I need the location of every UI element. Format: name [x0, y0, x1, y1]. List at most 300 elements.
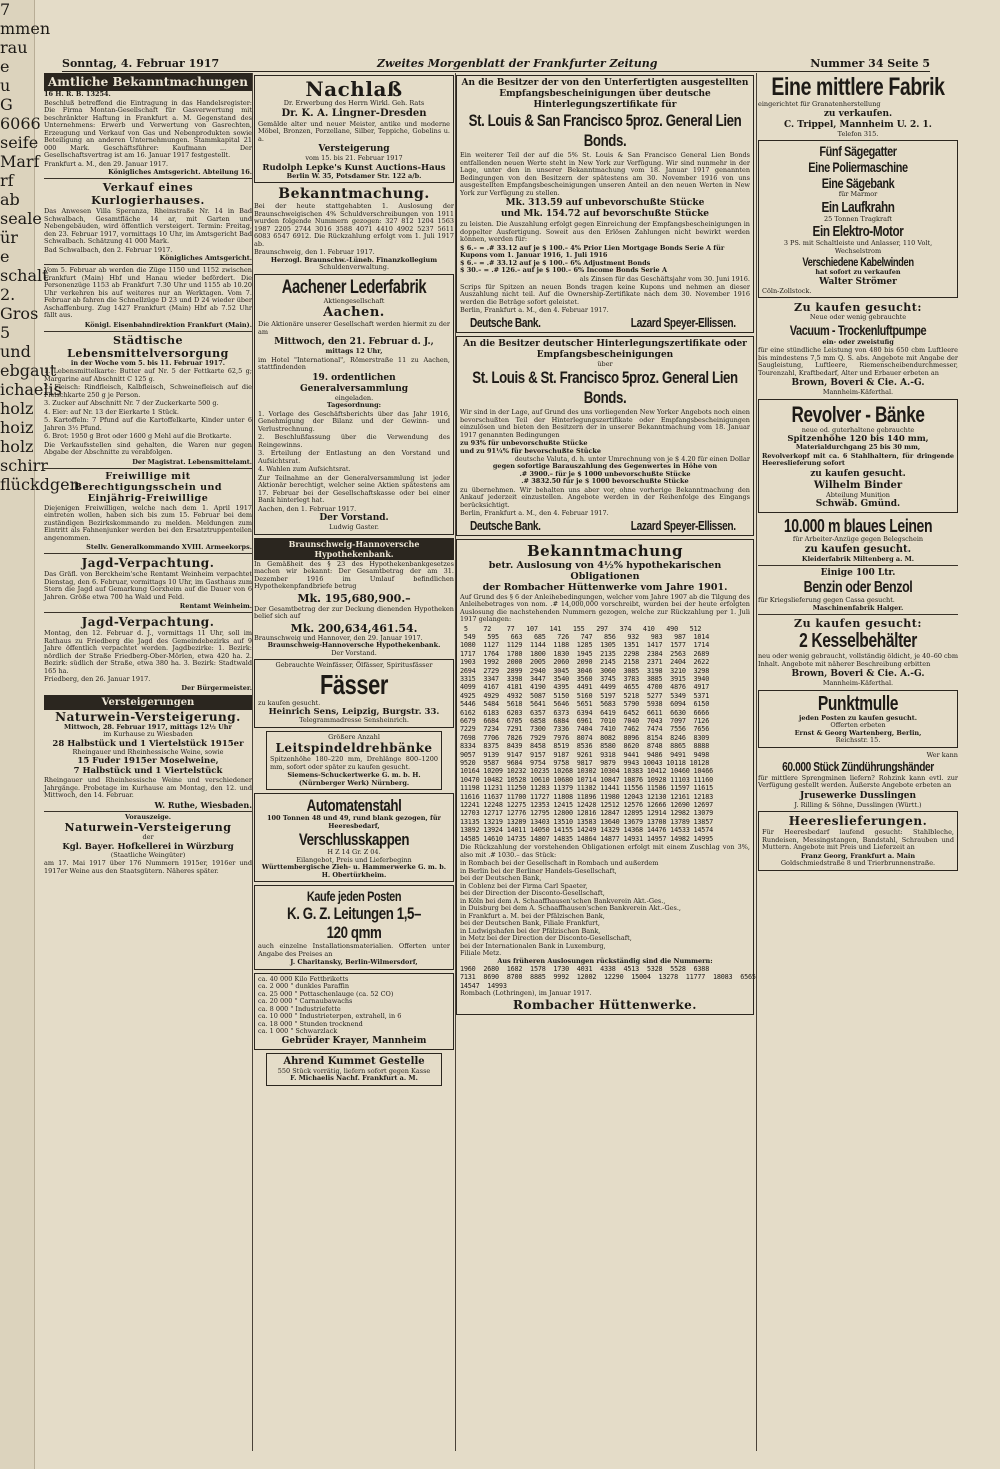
food-supply-sign: Der Magistrat. Lebensmittelamt.	[132, 457, 252, 466]
ad-bond-line: $ 6.– = .# 33.12 auf je $ 100.– 6% Adjustment Bonds	[460, 258, 651, 267]
ad-meeting: 19. ordentlichen Generalversammlung	[299, 372, 409, 394]
edge-fragment: rf ab	[0, 171, 20, 209]
number-row: 7229 7234 7291 7300 7336 7404 7410 7462 7474 7556 7656	[460, 725, 710, 734]
ad-subtitle: Aktiengesellschaft	[323, 296, 385, 305]
edge-fragment: Marf	[0, 152, 40, 171]
ad-text: Für Heeresbedarf laufend gesucht: Stahlbleche, Rundeisen, Messingstangen, Bandstahl, Schrauben und Muttern. Angebote mit Preis und Lieferzeit an	[762, 828, 954, 851]
payer-line: in Rombach bei der Gesellschaft in Rombach und außerdem	[460, 859, 659, 868]
ad-text: Größere Anzahl	[328, 732, 380, 741]
column-4	[758, 73, 958, 1453]
ad-text: 25 Tonnen Tragkraft	[824, 214, 892, 223]
ad-text: Die Rückzahlung der vorstehenden Obligationen erfolgt mit einem Zuschlag von 3%, also mit .# 1030.– das Stück:	[460, 843, 750, 859]
ad-place: Aachen, den 1. Februar 1917.	[258, 504, 357, 513]
ad-offer-line: ca. 25 000 " Pottaschenlauge (ca. 52 CO)	[258, 989, 394, 998]
notice-org: Herzogl. Braunschw.-Lüneb. Finanzkollegium	[270, 255, 438, 264]
hunting-lease-place-2: Friedberg, den 26. Januar 1917.	[44, 675, 151, 683]
edge-fragment: ür	[0, 228, 18, 247]
ad-text: Offerten erbeten	[830, 721, 886, 729]
hunting-lease-text-1: Das Gräfl. von Berckheim'sche Rentamt Weinheim verpachtet Dienstag, den 6. Februar, vormittags 10 Uhr, im Gasthaus zum Stern die Jagd auf Gemarkung Gorxheim auf die Dauer von 6 Jahren. Größe etwa 700 ha Wald und Feld.	[44, 570, 252, 601]
ad-banks	[460, 315, 750, 330]
number-row: 9057 9139 9147 9157 9187 9261 9318 9441 9486 9491 9498	[460, 750, 710, 759]
ad-code: H Z 14 Gr. Z 04.	[327, 848, 381, 856]
ad-subtitle: betr. Auslosung von 4½% hypothekarischen Obligationen	[488, 559, 722, 582]
ad-text: für eine stündliche Leistung von 480 bis 650 cbm Luftleere bis mindestens 7,5 mm Q. S. abs. Angebote mit Angabe der Saugleistung, Luftleere, Riemenscheibendurchmesser, Tourenzahl, Kraftbedarf, Alter und Erbauer erbeten an	[758, 346, 958, 377]
drawn-numbers-table	[460, 625, 750, 844]
ad-address: Berlin W. 35, Potsdamer Str. 122 a/b.	[286, 171, 422, 180]
ad-aachener-lederfabrik	[254, 274, 454, 535]
ad-title: Zu kaufen gesucht:	[794, 301, 922, 314]
railway-notice-sign: Königl. Eisenbahndirektion Frankfurt (Main).	[84, 320, 252, 329]
ad-firm: Rombacher Hüttenwerke.	[513, 997, 697, 1012]
payer-line: bei der Direction der Disconto-Gesellschaft,	[460, 889, 605, 898]
payer-line: bei der Deutschen Bank,	[460, 874, 542, 883]
ad-title: Leitspindeldrehbänke	[275, 741, 433, 755]
ad-offer-line: ca. 40 000 Kilo Fettbriketts	[258, 974, 349, 983]
hunting-lease-title-2: Jagd-Verpachtung.	[81, 615, 215, 629]
ad-text: für Marmor	[838, 190, 878, 198]
ad-offer-line: ca. 18 000 " Stunden trocknend	[258, 1019, 363, 1028]
number-row: 2694 2729 2899 2940 3045 3046 3060 3085 3198 3210 3298	[460, 666, 710, 675]
list-item: 2. Fleisch: Rindfleisch, Kalbfleisch, Schweinefleisch auf die Fleischkarte 250 g je Person.	[44, 383, 252, 399]
payer-line: in Ludwigshafen bei der Pfälzischen Bank,	[460, 926, 601, 935]
edge-fragment: rau	[0, 38, 28, 57]
hunting-lease-text-2: Montag, den 12. Februar d. J., vormittags 11 Uhr, soll im Rathaus zu Friedberg die Jagd des Gemeindebezirks auf 9 Jahre öffentlich verpachtet werden. Jagdbezirke: 1. Bezirk: nördlich der Straße Friedberg-Ober-Mörlen, etwa 420 ha. 2. Bezirk: südlich der Straße, etwa 380 ha. 3. Bezirk: Stadtwald 165 ha.	[44, 629, 252, 675]
ad-firm: C. Trippel, Mannheim U. 2. 1.	[784, 119, 932, 130]
section-banner-auctions: Versteigerungen	[44, 695, 252, 710]
ad-text: zu leisten. Die Auszahlung erfolgt gegen Einreichung der Empfangsbescheinigungen in doppelter Ausfertigung. Soweit aus den Erlösen Zahlungen nicht bewirkt werden können, werden für:	[460, 220, 750, 243]
ad-nachlass-lingner	[254, 75, 454, 183]
wine-auction-org-2: Kgl. Bayer. Hofkellerei in Würzburg	[62, 841, 234, 852]
number-row: 14585 14610 14735 14807 14835 14864 14877 14931 14957 14982 14995	[460, 834, 713, 843]
ad-text: hat sofort zu verkaufen	[815, 268, 901, 276]
ad-text: Zur Teilnahme an der Generalversammlung ist jeder Aktionär berechtigt, welcher seine Aktien spätestens am 17. Februar bei der Gesellschaftskasse oder bei einer Bank hinterlegt hat.	[258, 473, 450, 504]
number-row: 6162 6183 6203 6357 6373 6394 6419 6452 6611 6630 6666	[460, 708, 710, 717]
edge-fragment: G 6066	[0, 95, 41, 133]
ad-dept: Abteilung Munition	[826, 490, 890, 499]
column-divider	[756, 73, 757, 1451]
ad-text: Gebrauchte Weinfässer, Ölfässer, Spiritusfässer	[275, 661, 433, 669]
ad-bank: Deutsche Bank.	[469, 314, 541, 330]
wine-auction-text-2: am 17. Mai 1917 über 176 Nummern 1915er, 1916er und 1917er Weine aus den Staatsgütern. Näheres später.	[44, 859, 252, 875]
wine-auction-lot: 7 Halbstück und 1 Viertelstück	[73, 766, 223, 776]
ad-time: mittags 12 Uhr,	[325, 347, 383, 355]
ad-title-zuend: 60.000 Stück Zündührungshänder	[782, 758, 934, 774]
ad-text: Auf Grund des § 6 der Anleihebedingungen, welcher vom Jahre 1907 ab die Tilgung des Anleihebetrages von nom. .# 14,000,000 vorschreibt, wurden bei der heute erfolgten Auslosung die nachstehenden Nummern gezogen, welche zur Rückzahlung per 1. Juli 1917 gelangen:	[460, 592, 750, 623]
ad-leitspindel	[266, 731, 442, 791]
column-divider	[252, 73, 253, 1451]
ad-stlouis-2	[456, 336, 754, 536]
ad-offer-line: ca. 10 000 " Industrieterpen, extrahell, in 6	[258, 1012, 402, 1020]
ad-title-leinen: 10.000 m blaues Leinen	[783, 516, 933, 536]
ad-title: Revolver - Bänke	[791, 401, 925, 427]
list-item: 1. Lebensmittelkarte: Butter auf Nr. 5 der Fettkarte 62,5 g; Margarine auf Abschnitt C 125 g.	[44, 367, 252, 383]
notice-place-kurlogierhaus: Bad Schwalbach, den 2. Februar 1917.	[44, 245, 173, 254]
ad-text: zu kaufen gesucht.	[804, 543, 912, 555]
number-row: 9520 9587 9684 9754 9758 9817 9879 9943 10043 10118 10128	[460, 759, 710, 767]
number-row: 7698 7706 7826 7929 7976 8074 8082 8096 8154 8246 8309	[460, 733, 710, 742]
ad-subtitle: der Rombacher Hüttenwerke vom Jahre 1901.	[482, 581, 728, 593]
ad-agenda-title: Tagesordnung:	[326, 401, 382, 409]
ad-text: zu kaufen gesucht.	[258, 698, 321, 707]
number-row: 4099 4167 4181 4190 4395 4491 4499 4655 4700 4876 4917	[460, 683, 710, 692]
ad-text: Die Aktionäre unserer Gesellschaft werden hiermit zu der am	[258, 320, 450, 336]
ad-firm: Brown, Boveri & Cie. A.-G.	[791, 378, 925, 388]
ad-text: für Arbeiter-Anzüge gegen Belegschein	[792, 535, 924, 543]
payer-line: bei der Internationalen Bank in Luxemburg,	[460, 941, 606, 950]
ad-heading: An die Besitzer deutscher Hinterlegungszertifikate oder Empfangsbescheinigungen	[463, 338, 747, 360]
ad-text: gegen sofortige Barauszahlung des Gegenwertes in Höhe von	[492, 462, 718, 470]
ad-title: Aachener Lederfabrik	[281, 276, 427, 298]
edge-fragment: 2. Gros	[0, 285, 39, 323]
edge-fragment: schirr	[0, 456, 48, 475]
ad-text: zu verkaufen.	[823, 108, 893, 119]
number-row: 1080 1127 1129 1144 1188 1285 1305 1351 1417 1577 1714	[460, 641, 710, 650]
ad-title-vacuum: Vacuum - Trockenluftpumpe	[789, 321, 927, 338]
notice-banner-bhb: Braunschweig-Hannoversche Hypothekenbank.	[254, 538, 454, 560]
wine-auction-of-2: der	[142, 833, 154, 841]
number-row: 6679 6684 6705 6858 6884 6961 7010 7040 7043 7097 7126	[460, 716, 710, 725]
ad-kaufe-posten	[254, 885, 454, 970]
ad-amount: und Mk. 154.72 auf bevorschußte Stücke	[500, 209, 710, 219]
ad-text: Dr. Erwerbung des Herrn Wirkl. Geh. Rats	[283, 99, 425, 107]
ad-text: Wir sind in der Lage, auf Grund des uns vorliegenden New Yorker Angebots noch einen bevorschußten Teil der Hinterlegungszertifikate oder Empfangsbescheinigungen einzulösen und bieten den Besitzern der in unserer Bekanntmachung vom 18. Januar 1917 genannten Bedingungen	[460, 408, 750, 439]
wine-auction-title-2: Naturwein-Versteigerung	[64, 821, 232, 834]
number-row: 1903 1992 2000 2005 2060 2090 2145 2158 2371 2404 2622	[460, 658, 710, 667]
ad-spec: Revolverkopf mit ca. 6 Stahlhaltern, für dringende Heereslieferung sofort	[762, 451, 954, 467]
ad-firm: Maschinenfabrik Halger.	[812, 603, 904, 612]
number-row: 8334 8375 8439 8458 8519 8536 8580 8620 8748 8865 8888	[460, 742, 710, 751]
list-item: 2. Beschlußfassung über die Verwendung des Reingewinns.	[258, 433, 450, 449]
wine-auction-place-1: im Kurhause zu Wiesbaden	[103, 730, 193, 738]
ad-title: St. Louis & San Francisco 5proz. General Lien Bonds.	[468, 111, 742, 150]
notice-board: Der Vorstand.	[331, 648, 377, 657]
ad-punktmulle	[758, 690, 958, 748]
ad-text: 3 PS. mit Schaltleiste und Anlasser, 110 Volt, Wechselstrom	[783, 239, 933, 255]
ad-offer-line: ca. 1 000 " Schwarzlack	[258, 1027, 338, 1035]
ad-signature: Ludwig Gaster.	[329, 523, 379, 531]
number-row: 4925 4929 4932 5087 5150 5160 5197 5218 5277 5349 5371	[460, 691, 710, 700]
payer-line: in Berlin bei der Berliner Handels-Gesellschaft,	[460, 866, 617, 875]
edge-fragment: schalt	[0, 266, 49, 285]
ad-heading: An die Besitzer der von den Unterfertigten ausgestellten Empfangsbescheinigungen über deutsche Hinterlegungszertifikate für	[461, 78, 749, 110]
ad-firm: Walter Strömer	[819, 276, 897, 287]
list-item: 4. Eier: auf Nr. 13 der Eierkarte 1 Stück.	[44, 407, 179, 416]
ad-place: Rombach (Lothringen), im Januar 1917.	[460, 989, 592, 998]
edge-fragment: 5 und	[0, 323, 31, 361]
list-item: 1. Vorlage des Geschäftsberichts über das Jahr 1916, Genehmigung der Bilanz und der Gewinn- und Verlustrechnung.	[258, 409, 450, 433]
ad-offer-line: ca. 2 000 " dunkles Paraffin	[258, 982, 349, 990]
edge-fragment: seife	[0, 133, 39, 152]
number-row: 1960 2680 1682 1578 1730 4031 4338 4513 5328 5528 6388	[460, 965, 710, 974]
volunteers-sign: Stellv. Generalkommando XVIII. Armeekorps.	[86, 543, 252, 551]
payer-list	[460, 860, 750, 958]
notice-dept: Schuldenverwaltung.	[318, 263, 390, 271]
ad-dates: vom 15. bis 21. Februar 1917	[305, 154, 403, 162]
edge-fragment: 7	[0, 0, 11, 19]
ad-spec: Materialdurchgang 25 bis 30 mm,	[795, 443, 921, 451]
ad-location: im Hotel "International", Römerstraße 11 zu Aachen, stattfindenden	[258, 355, 450, 371]
ad-firm: Rudolph Lepke's Kunst Auctions-Haus	[262, 162, 446, 173]
ad-bank: Lazard Speyer-Ellissen.	[630, 314, 736, 330]
ad-kummet	[266, 1053, 442, 1086]
number-row: 13135 13219 13289 13403 13510 13583 13640 13679 13708 13789 13857	[460, 817, 713, 826]
ad-spec: Spitzenhöhe 120 bis 140 mm,	[787, 434, 929, 444]
ad-bond-line: $ 30.– = .# 126.– auf je $ 100.– 6% Income Bonds Serie A	[460, 266, 667, 274]
ad-title-fabrik: Eine mittlere Fabrik	[771, 73, 945, 101]
notice-title-kurlogierhaus: Verkauf eines Kurlogierhauses.	[91, 181, 205, 207]
payer-line: in Frankfurt a. M. bei der Pfälzischen Bank,	[460, 911, 605, 920]
ad-bank: Lazard Speyer-Ellissen.	[630, 517, 736, 533]
edge-fragment: holz	[0, 437, 34, 456]
notice-amount: Mk. 200,634,461.54.	[290, 621, 418, 635]
ad-text: Gemälde alter und neuer Meister, antike und moderne Möbel, Bronzen, Porzellane, Silber, Teppiche, Gobelins u. a.	[258, 119, 450, 143]
notice-title-bekanntmachung: Bekanntmachung.	[278, 186, 430, 202]
ad-firm: Kleiderfabrik Miltenberg a. M.	[801, 554, 915, 563]
list-item: 3. Zucker auf Abschnitt Nr. 7 der Zuckerkarte 500 g.	[44, 399, 219, 407]
list-item: 5. Kartoffeln: 7 Pfund auf die Kartoffelkarte, Kinder unter 6 Jahren 3½ Pfund.	[44, 416, 252, 432]
ad-text: neue od. guterhaltene gebrauchte	[801, 425, 915, 434]
ad-title: St. Louis & St. Francisco 5proz. General Lien Bonds.	[472, 368, 738, 407]
ad-text: 100 Tonnen 48 und 49, rund blank gezogen, für Heeresbedarf,	[267, 814, 441, 830]
ad-firm: Württembergische Zieh- u. Hammerwerke G. m. b. H. Obertürkheim.	[261, 863, 447, 879]
ad-text: neu oder wenig gebraucht, vollständig öldicht, je 40–60 cbm Inhalt. Angebote mit näherer Beschreibung erbitten	[758, 652, 958, 668]
number-row: 5446 5484 5618 5641 5646 5651 5683 5790 5938 6094 6150	[460, 700, 710, 709]
edge-fragment: e	[0, 57, 10, 76]
ad-text: Einige 100 Ltr.	[820, 568, 896, 578]
food-supply-note: Die Verkaufsstellen sind gehalten, die Waren nur gegen Abgabe der Abschnitte zu verabfolgen.	[44, 440, 252, 456]
hunting-lease-sign-1: Rentamt Weinheim.	[179, 602, 252, 610]
ad-firm: J. Charitansky, Berlin-Wilmersdorf,	[290, 958, 418, 966]
ad-text: Ein weiterer Teil der auf die 5% St. Louis & San Francisco General Lien Bonds entfallenden neuen Werte steht in New York zur Verfügung. Wir sind nunmehr in der Lage, unter den in unserer Bekanntmachung vom 18. Januar 1917 genannten Bedingungen von den Besitzern der spätestens am 30. November 1916 von uns ausgestellten Empfangsbescheinigungen unseren Anteil an den neuen Werten in New York zur Verfügung zu stellen.	[460, 151, 750, 197]
register-notice-text: Beschluß betreffend die Eintragung in das Handelsregister: Die Firma Montan-Gesellschaft für Gasverwertung mit beschränkter Haftung in Frankfurt a. M. Gegenstand des Unternehmens: Erwerb und Verwertung von Gasrechten, Erzeugung und Verkauf von Gas und Nebenprodukten sowie Beteiligung an anderen Unternehmungen. Stammkapital 21 000 Mark. Geschäftsführer: Kaufmann ... Der Gesellschaftsvertrag ist am 16. Januar 1917 festgestellt.	[44, 98, 252, 159]
ad-title: Nachlaß	[305, 77, 403, 101]
ad-text: über	[597, 359, 613, 368]
wine-auction-sub-2: (Staatliche Weingüter)	[110, 850, 186, 859]
ad-text: eingerichtet für Granatenherstellung	[758, 100, 881, 108]
ad-bond-line: $ 6.– = .# 33.12 auf je $ 100.– 4% Prior Lien Mortgage Bonds Serie A für Kupons vom 1. Januar 1916, 1. Juli 1916	[460, 243, 725, 259]
ad-place: Berlin, Frankfurt a. M., den 4. Februar 1917.	[460, 306, 609, 314]
ad-date: Mittwoch, den 21. Februar d. J.,	[274, 337, 434, 347]
ad-firm: Siemens-Schuckertwerke G. m. b. H. (Nürnberger Werk) Nürnberg.	[287, 771, 421, 787]
ad-text: Neue oder wenig gebrauchte	[809, 313, 907, 321]
ad-side-note: deutsche Valuta, d. h. unter Umrechnung von je $ 4.20 für einen Dollar	[514, 455, 750, 463]
ad-address: Goldschmiedstraße 8 und Trierbrunnenstraße.	[780, 859, 936, 867]
notice-amount: Mk. 195,680,900.–	[297, 591, 411, 605]
notice-text-kurlogierhaus: Das Anwesen Villa Speranza, Rheinstraße Nr. 14 in Bad Schwalbach, Gesamtfläche 14 ar, mit Garten und Nebengebäuden, wird öffentlich versteigert. Termin: Freitag, den 23. Februar 1917, vormittags 10 Uhr, im Amtsgericht Bad Schwalbach. Schätzung 41 000 Mark.	[44, 207, 252, 245]
payer-line: in Köln bei dem A. Schaaffhausen'schen Bankverein Akt.-Ges.,	[460, 896, 666, 905]
wine-auction-title-1: Naturwein-Versteigerung.	[55, 709, 241, 724]
number-row: 12703 12717 12776 12795 12800 12816 12847 12895 12914 12982 13079	[460, 809, 713, 818]
ad-text: Scrips für Spitzen an neuen Bonds tragen keine Kupons und nehmen an dieser Auszahlung nicht teil. Auf die Ownership-Zertifikate nach dem 30. November 1916 werden die Beträge sofort geleistet.	[460, 282, 750, 306]
ad-title: Fässer	[319, 668, 389, 700]
column-2	[254, 73, 454, 1453]
ad-item: Verschiedene Kabelwinden	[802, 255, 914, 269]
ad-address: Mannheim-Käferthal.	[822, 679, 894, 687]
wine-auction-lot: Rheingauer und Rheinhessische Weine, sowie	[72, 747, 224, 756]
railway-notice-text: Vom 5. Februar ab werden die Züge 1150 und 1152 zwischen Frankfurt (Main) Hbf und Hanau wieder befördert. Die Personenzüge 1153 ab Frankfurt 7.30 Uhr und 1155 ab 10.20 Uhr verkehren bis auf weiteres nur an Werktagen. Vom 7. Februar ab fahren die Schnellzüge D 23 und D 24 wieder über Aschaffenburg. Zug 1427 Frankfurt (Main) Hbf ab 7.52 Uhr fällt aus.	[44, 266, 252, 319]
column-3	[456, 73, 754, 1453]
ad-amount: zu 93% für unbevorschußte Stücke	[460, 439, 588, 447]
ad-text: für Kriegslieferung gegen Cassa gesucht.	[758, 596, 895, 604]
number-row: 11198 11231 11250 11283 11379 11382 11441 11556 11586 11597 11615	[460, 784, 713, 793]
ad-address: Mannheim-Käferthal.	[822, 388, 894, 396]
notice-place: Braunschweig und Hannover, den 29. Januar 1917.	[254, 633, 423, 642]
payer-line: bei der Deutschen Bank, Filiale Frankfurt,	[460, 919, 600, 928]
ad-bank: Deutsche Bank.	[469, 517, 541, 533]
ad-address: Reichsstr. 15.	[835, 736, 881, 744]
ad-firm: F. Michaelis Nachf. Frankfurt a. M.	[290, 1074, 418, 1082]
ad-city: Aachen.	[323, 305, 385, 320]
section-banner-official-notices: Amtliche Bekanntmachungen	[44, 73, 252, 91]
ad-offer-line: ca. 8 000 " Industriefette	[258, 1004, 341, 1013]
ad-price: .# 3900.– für je $ 1000 unbevorschußte Stücke	[519, 469, 691, 478]
ad-subtitle: ein- oder zweistufig	[822, 337, 894, 346]
notice-place: Braunschweig, den 1. Februar 1917.	[254, 248, 375, 256]
ad-text: Wer kann	[926, 750, 958, 759]
ad-text: zu kaufen gesucht.	[810, 468, 906, 479]
wine-auction-lot: 28 Halbstück und 1 Viertelstück 1915er	[52, 738, 244, 749]
ad-amount: Mk. 313.59 auf unbevorschußte Stücke	[505, 198, 705, 208]
ad-banks	[460, 518, 750, 533]
column-1	[44, 73, 252, 1453]
register-number: 16 H. R. B. 13254.	[44, 90, 111, 98]
food-supply-list	[44, 368, 252, 441]
food-supply-title: Städtische Lebensmittelversorgung	[67, 333, 229, 360]
ad-text: auch einzelne Installationsmaterialien. Offerten unter Angabe des Preises an	[258, 942, 450, 958]
ad-price: .# 3832.50 für je $ 1000 bevorschußte Stücke	[521, 477, 689, 485]
ad-place: Berlin, Frankfurt a. M., den 4. Februar 1917.	[460, 509, 609, 517]
payer-line: in Coblenz bei der Firma Carl Spaeter,	[460, 881, 588, 890]
number-row: 3315 3347 3398 3447 3540 3560 3745 3783 3885 3915 3940	[460, 674, 710, 683]
ad-title: Ahrend Kummet Gestelle	[283, 1055, 425, 1067]
wine-auction-date-1: Mittwoch, 28. Februar 1917, mittags 12½ Uhr	[64, 722, 232, 731]
ad-text: jeden Posten zu kaufen gesucht.	[798, 713, 918, 722]
notice-court-kurlogierhaus: Königliches Amtsgericht.	[159, 254, 252, 262]
outstanding-numbers	[460, 965, 756, 990]
ad-item: Ein Laufkrahn	[821, 198, 895, 216]
volunteers-title: Freiwillige mit Berechtigungsschein und Einjährig-Freiwillige	[73, 470, 223, 504]
ad-title: Verschlusskappen	[298, 830, 410, 849]
number-row: 10164 10209 10232 10235 10268 10302 10304 10383 10412 10460 10466	[460, 767, 713, 776]
list-item: 3. Erteilung der Entlastung an den Vorstand und Aufsichtsrat.	[258, 449, 450, 465]
ad-subtitle: Versteigerung	[318, 144, 390, 154]
number-row: 14547 14993	[460, 981, 507, 990]
edge-fragment: holz	[0, 399, 34, 418]
ad-firm: Heinrich Sens, Leipzig, Burgstr. 33.	[268, 707, 440, 717]
list-item: 6. Brot: 1950 g Brot oder 1600 g Mehl auf die Brotkarte.	[44, 432, 232, 440]
ad-saegegatter	[758, 140, 958, 298]
ad-firm: Gebrüder Krayer, Mannheim	[281, 1035, 427, 1046]
ad-title: K. G. Z. Leitungen 1,5–120 qmm	[287, 904, 421, 942]
ad-board: Der Vorstand.	[319, 513, 389, 523]
ad-telegram: Telegrammadresse Sensheinrich.	[299, 716, 409, 724]
ad-offer-line: ca. 20 000 " Carnaubawachs	[258, 997, 353, 1005]
edge-fragment: mmen	[0, 19, 51, 38]
ad-firm: Brown, Boveri & Cie. A.-G.	[791, 669, 925, 679]
edge-fragment: u	[0, 76, 11, 95]
ad-item: Eine Sägebank	[821, 175, 895, 191]
ad-firm: Ernst & Georg Wartenberg, Berlin,	[794, 728, 922, 737]
ad-city: Schwäb. Gmünd.	[815, 499, 901, 509]
ad-item: Fünf Sägegatter	[819, 143, 897, 159]
edge-fragment: e	[0, 247, 10, 266]
ad-gebr-krayer	[254, 973, 454, 1050]
edge-fragment: hoiz	[0, 418, 34, 437]
ad-address: Cöln-Zollstock.	[762, 286, 812, 295]
hunting-lease-sign-2: Der Bürgermeister.	[181, 683, 252, 692]
payer-line: in Metz bei der Direction der Disconto-Gesellschaft,	[460, 934, 632, 943]
ad-firm: Wilhelm Binder	[813, 479, 903, 491]
edge-fragment: ichaelis	[0, 380, 62, 399]
edge-fragment: seale	[0, 209, 42, 228]
ad-item: Eine Poliermaschine	[808, 159, 908, 175]
ad-rombach	[456, 539, 754, 1015]
ad-faesser	[254, 659, 454, 728]
notice-text: Der Gesamtbetrag der zur Deckung dienenden Hypotheken belief sich auf	[254, 604, 454, 620]
wine-auction-sign-1: W. Ruthe, Wiesbaden.	[154, 799, 252, 810]
number-row: 1717 1764 1780 1800 1830 1945 2135 2298 2384 2563 2689	[460, 649, 710, 658]
wine-auction-lot: 15 Fuder 1915er Moselweine,	[77, 756, 219, 766]
ad-text: 550 Stück vorrätig, liefern sofort gegen Kasse	[277, 1066, 431, 1075]
ad-revolver-baenke	[758, 399, 958, 514]
number-row: 13892 13924 14011 14050 14155 14249 14329 14368 14476 14533 14574	[460, 826, 713, 835]
ad-text: für mittlere Sprengminen liefern? Rohzink kann evtl. zur Verfügung gestellt werden. Äußerste Angebote erbeten an	[758, 773, 958, 789]
food-supply-subtitle: in der Woche vom 5. bis 11. Februar 1917.	[70, 358, 226, 367]
ad-address: J. Rilling & Söhne, Dusslingen (Württ.)	[794, 800, 922, 809]
notice-text: Bei der heute stattgehabten 1. Auslosung der Braunschweigischen 4% Schuldverschreibungen von 1911 wurden folgende Nummern gezogen: 327 812 1204 1563 1987 2205 2744 3016 3588 4071 4410 4902 5237 5611 6083 6547 6912. Die Rückzahlung erfolgt vom 1. Juli 1917 ab.	[254, 202, 454, 248]
header-masthead: Zweites Morgenblatt der Frankfurter Zeitung	[377, 57, 658, 70]
ad-title: Heereslieferungen.	[788, 814, 928, 828]
ad-amount: und zu 91¼% für bevorschußte Stücke	[460, 446, 602, 455]
header-date: Sonntag, 4. Februar 1917	[62, 57, 220, 70]
ad-firm: Franz Georg, Frankfurt a. Main	[800, 851, 916, 860]
ad-name: Dr. K. A. Lingner-Dresden	[281, 107, 427, 119]
ad-text: zu übernehmen. Wir behalten uns aber vor, ohne vorherige Bekanntmachung den Ankauf jederzeit einzustellen. Angebote werden in der Reihenfolge des Eingangs berücksichtigt.	[460, 485, 750, 509]
ad-stlouis-1	[456, 75, 754, 333]
ad-title-benzin: Benzin oder Benzol	[803, 579, 913, 596]
edge-fragment: ebgaut	[0, 361, 57, 380]
number-row: 11616 11637 11700 11727 11808 11896 11980 12043 12130 12161 12183	[460, 792, 713, 801]
register-court: Königliches Amtsgericht. Abteilung 16.	[108, 168, 252, 176]
payer-line: Filiale Metz.	[460, 949, 502, 958]
notice-org: Braunschweig-Hannoversche Hypothekenbank.	[267, 641, 441, 649]
list-item: 4. Wahlen zum Aufsichtsrat.	[258, 465, 351, 473]
number-row: 10470 10482 10528 10610 10680 10714 10847 10876 10928 11103 11160	[460, 775, 713, 784]
ad-title: Punktmulle	[817, 692, 899, 715]
number-row: 549 595 663 685 726 747 856 932 983 987 1014	[460, 632, 710, 641]
hunting-lease-title-1: Jagd-Verpachtung.	[81, 556, 215, 570]
ad-firm: Jrusewerke Dusslingen	[799, 790, 917, 801]
page-header	[62, 57, 930, 72]
wine-auction-pre-2: Vorauszeige.	[124, 812, 172, 821]
notice-text: In Gemäßheit des § 23 des Hypothekenbankgesetzes machen wir bekannt: Der Gesamtbetrag der am 31. Dezember 1916 im Umlauf befindlichen Hypothekenpfandbriefe betrug	[254, 559, 454, 590]
wine-auction-text-1: Rheingauer und Rheinhessische Weine und verschiedener Jahrgänge. Probetage im Kurhause am Montag, den 12. und Mittwoch, den 14. Februar.	[44, 776, 252, 799]
edge-fragment: flückdgen	[0, 475, 80, 494]
ad-heereslieferungen	[758, 811, 958, 871]
header-page-number: Nummer 34 Seite 5	[810, 57, 930, 70]
payer-line: in Duisburg bei dem A. Schaaffhausen'schen Bankverein Akt.-Ges.,	[460, 904, 681, 913]
ad-side-note: als Zinsen für das Geschäftsjahr vom 30. Juni 1916.	[579, 274, 750, 283]
ad-automatenstahl	[254, 793, 454, 882]
ad-title: Bekanntmachung	[526, 541, 683, 560]
ad-title: Kaufe jeden Posten	[306, 888, 402, 904]
ad-text: Zu kaufen gesucht:	[794, 617, 922, 630]
ad-text: Spitzenhöhe 180–220 mm, Drehlänge 800–1200 mm, sofort oder später zu kaufen gesucht.	[270, 755, 438, 771]
ad-phone: Telefon 315.	[837, 129, 879, 138]
ad-title: Automatenstahl	[306, 796, 402, 815]
ad-title-kessel: 2 Kesselbehälter	[799, 630, 917, 652]
ad-text: eingeladen.	[334, 393, 374, 402]
